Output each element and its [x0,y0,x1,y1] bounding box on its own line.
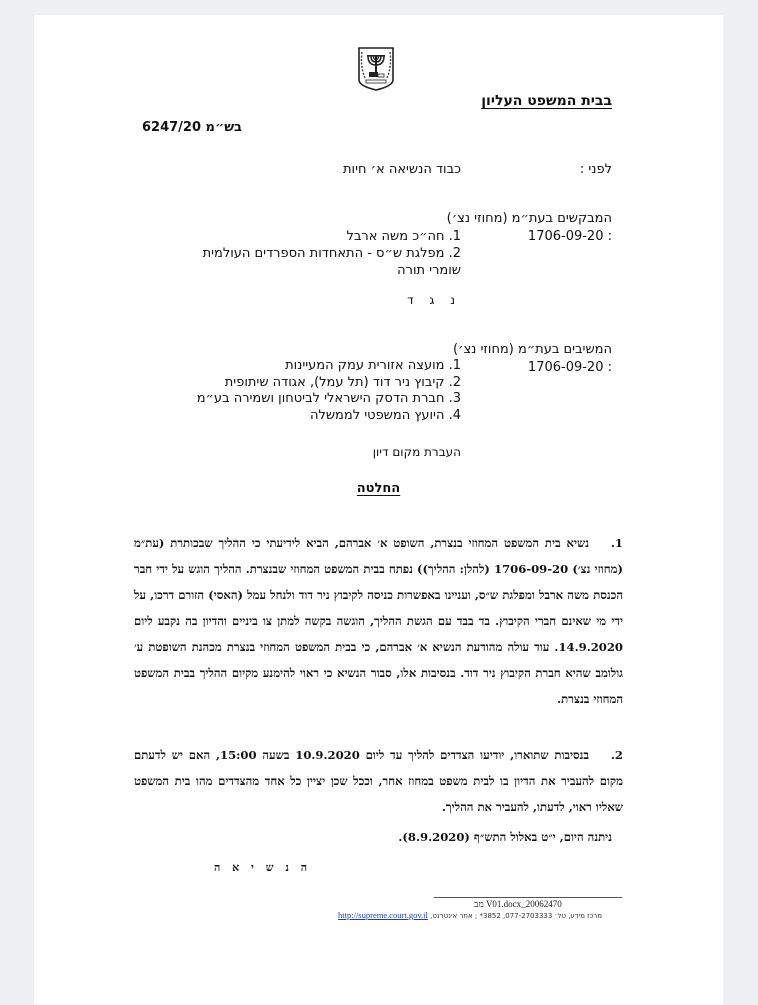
applicant-item: 2. מפלגת ש״ס - התאחדות הספרדים העולמית [202,246,461,261]
signature-president: ה נ ש י א ה [214,861,312,874]
applicants-list [203,228,461,279]
applicant-item: 1. חה״כ משה ארבל [346,229,461,244]
paragraph-text: בנסיבות שתוארו, יודיעו הצדדים להליך עד ליום 10.9.2020 בשעה 15:00, האם יש לדעתם מקום להעביר את הדיון בו לבית משפט במחוז אחר, וככל שכן יציין כל אחד מהצדדים מהו בית המשפט שאליו ראוי, לדעתו, להעביר את ההליך. [134,748,623,814]
respondents-list [197,358,461,424]
footer-file-reference: 20062470_V01.docx מב [474,899,562,909]
case-number: בש״מ 6247/20 [142,120,242,135]
respondents-label-line1: המשיבים בעת״מ (מחוזי נצ׳) [452,342,612,357]
before-label: לפני : [579,162,612,177]
applicants-label-line1: המבקשים בעת״מ (מחוזי נצ׳) [446,211,612,226]
applicants-label [447,210,612,246]
website-link[interactable]: http://supreme.court.gov.il [338,910,428,920]
paragraph-1 [134,530,623,712]
paragraph-number: 2. [610,748,623,762]
document-page [34,15,723,1005]
versus-label: נ ג ד [407,293,461,307]
respondent-item: 4. היועץ המשפטי לממשלה [309,407,461,423]
applicant-item: שומרי תורה [397,263,461,278]
paragraph-number: 1. [610,536,623,550]
respondent-item: 2. קיבוץ ניר דוד (תל עמל), אגודה שיתופית [224,374,461,390]
decision-heading [34,481,723,496]
footer-info-text: מרכז מידע, טל׳ 077-2703333, 3852* ; אתר אינטרנט, [430,912,603,920]
footer-contact-info [338,910,602,920]
court-name-heading: בבית המשפט העליון [481,93,612,109]
paragraph-text: נשיא בית המשפט המחוזי בנצרת, השופט א׳ אברהם, הביא לידיעתי כי ההליך שבכותרת (עת״מ (מחוזי נצ׳) 1706-09-20 (להלן: ההליך)) נפתח בבית המשפט המחוזי שבנצרת. ההליך הוגש על ידי חבר הכנסת משה ארבל ומפלגת ש״ס, ועניינו באפשרות כניסה לקיבוץ ניר דוד ולנחל עמל (האסי) הזורם דרכו, על ידי מי שאינם חברי הקיבוץ. בד בבד עם הגשת ההליך, הוגשה בקשה למתן צו ביניים והדיון בה נקבע ליום 14.9.2020. עוד עולה מהודעת הנשיא א׳ אברהם, כי בבית המשפט המחוזי בנצרת מכהנת השופטת ע׳ גולומב שהיא חברת הקיבוץ ניר דוד. בנסיבות אלו, סבור הנשיא כי ראוי להימנע מקיום ההליך בבית המשפט המחוזי בנצרת. [134,536,623,706]
subject-line: העברת מקום דיון [372,445,461,459]
judge-name: כבוד הנשיאה א׳ חיות [342,162,461,177]
state-emblem-icon [356,46,396,92]
footer-divider [434,897,622,898]
respondent-item: 3. חברת הדסק הישראלי לביטחון ושמירה בע״מ [196,391,461,406]
paragraph-2 [134,742,623,820]
respondents-label [453,341,612,377]
given-date-line: ניתנה היום, י״ט באלול התש״ף (8.9.2020). [398,830,612,844]
decision-title: החלטה [356,481,401,496]
applicants-label-line2: : 1706-09-20 [527,229,612,244]
respondents-label-line2: : 1706-09-20 [527,360,612,375]
respondent-item: 1. מועצה אזורית עמק המעיינות [285,358,461,373]
